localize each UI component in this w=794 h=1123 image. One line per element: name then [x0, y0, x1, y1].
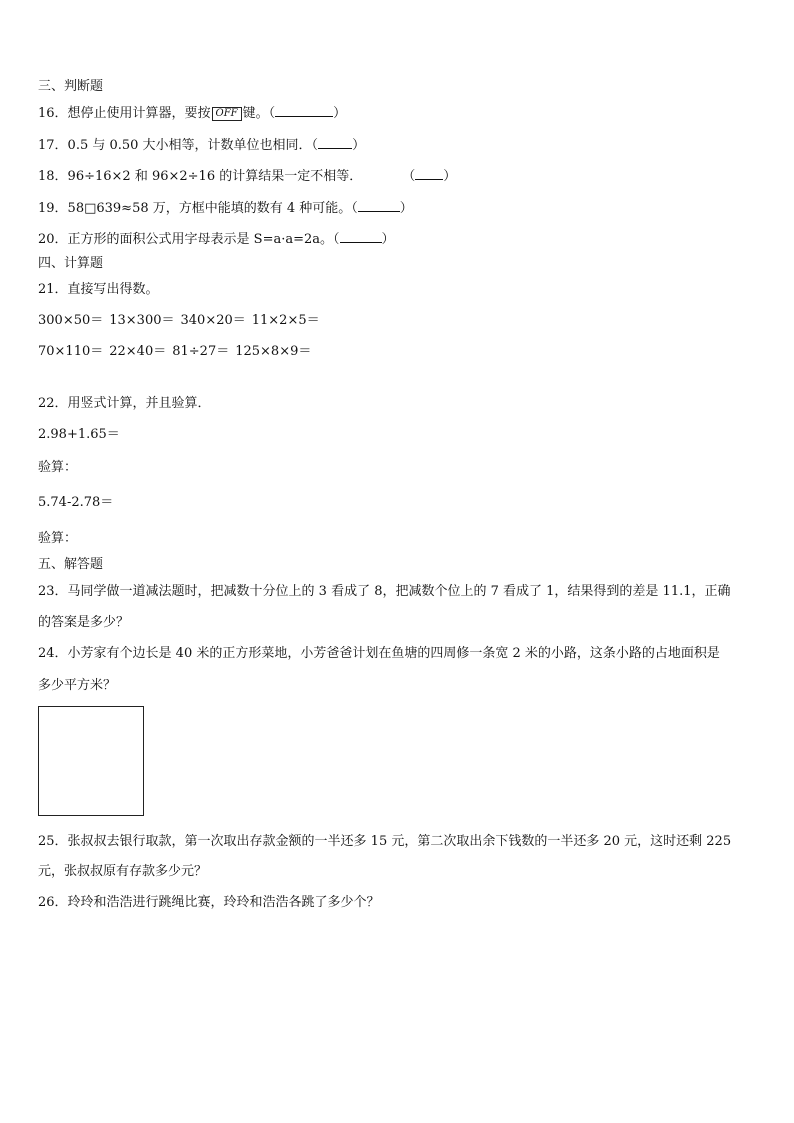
calc-item: 70×110＝ — [38, 344, 104, 359]
question-16 — [38, 104, 346, 122]
section-3-title: 三、判断题 — [38, 79, 104, 94]
answer-blank-18[interactable] — [415, 167, 443, 180]
off-key-icon: OFF — [212, 107, 242, 121]
section-4-title: 四、计算题 — [38, 256, 104, 271]
question-19 — [38, 199, 413, 217]
question-17-close: ） — [352, 138, 366, 153]
question-16-close: ） — [333, 106, 347, 121]
question-20-close: ） — [381, 232, 395, 247]
calc-row-1 — [38, 313, 320, 329]
question-20-text: 20．正方形的面积公式用字母表示是 S=a·a=2a。（ — [38, 232, 340, 247]
question-17 — [38, 136, 365, 154]
verification-label-2: 验算： — [38, 531, 78, 546]
question-19-text: 19．58□639≈58 万，方框中能填的数有 4 种可能。（ — [38, 201, 358, 216]
question-18 — [38, 167, 456, 185]
question-18-text: 18．96÷16×2 和 96×2÷16 的计算结果一定不相等． — [38, 169, 363, 184]
question-20 — [38, 230, 395, 248]
question-18-open: （ — [402, 169, 416, 184]
question-26: 26．玲玲和浩浩进行跳绳比赛，玲玲和浩浩各跳了多少个？ — [38, 895, 380, 910]
answer-blank-16[interactable] — [275, 104, 333, 117]
answer-blank-19[interactable] — [358, 199, 400, 212]
vertical-calc-expr-2: 5.74-2.78＝ — [38, 495, 114, 510]
question-19-close: ） — [399, 201, 413, 216]
verification-label-1: 验算： — [38, 460, 78, 475]
question-25-line-1: 25．张叔叔去银行取款，第一次取出存款金额的一半还多 15 元，第二次取出余下钱数的一半还多 20 元，这时还剩 225 — [38, 834, 732, 849]
calc-item: 340×20＝ — [180, 313, 246, 328]
vertical-calc-expr-1: 2.98+1.65＝ — [38, 427, 120, 442]
answer-blank-20[interactable] — [340, 230, 382, 243]
square-garden-figure — [38, 706, 144, 816]
question-17-text: 17．0.5 与 0.50 大小相等，计数单位也相同．（ — [38, 138, 319, 153]
calc-row-2 — [38, 344, 311, 360]
question-22-prompt: 22．用竖式计算，并且验算． — [38, 396, 211, 411]
calc-item: 11×2×5＝ — [251, 313, 320, 328]
question-21-prompt: 21．直接写出得数。 — [38, 282, 159, 297]
answer-blank-17[interactable] — [318, 136, 352, 149]
question-24-line-2: 多少平方米？ — [38, 678, 117, 693]
calc-item: 125×8×9＝ — [235, 344, 312, 359]
question-24-line-1: 24．小芳家有个边长是 40 米的正方形菜地，小芳爸爸计划在鱼塘的四周修一条宽 2 米的小路，这条小路的占地面积是 — [38, 646, 720, 661]
question-25-line-2: 元，张叔叔原有存款多少元？ — [38, 864, 208, 879]
question-16-text: 16．想停止使用计算器，要按 — [38, 106, 211, 121]
calc-item: 13×300＝ — [109, 313, 175, 328]
calc-item: 300×50＝ — [38, 313, 104, 328]
calc-item: 81÷27＝ — [172, 344, 230, 359]
question-23-line-1: 23．马同学做一道减法题时，把减数十分位上的 3 看成了 8，把减数个位上的 7 看成了 1，结果得到的差是 11.1，正确 — [38, 584, 731, 599]
question-23-line-2: 的答案是多少？ — [38, 615, 130, 630]
section-5-title: 五、解答题 — [38, 557, 104, 572]
question-18-close: ） — [443, 169, 457, 184]
question-16-suffix: 键。（ — [242, 106, 276, 121]
calc-item: 22×40＝ — [109, 344, 167, 359]
